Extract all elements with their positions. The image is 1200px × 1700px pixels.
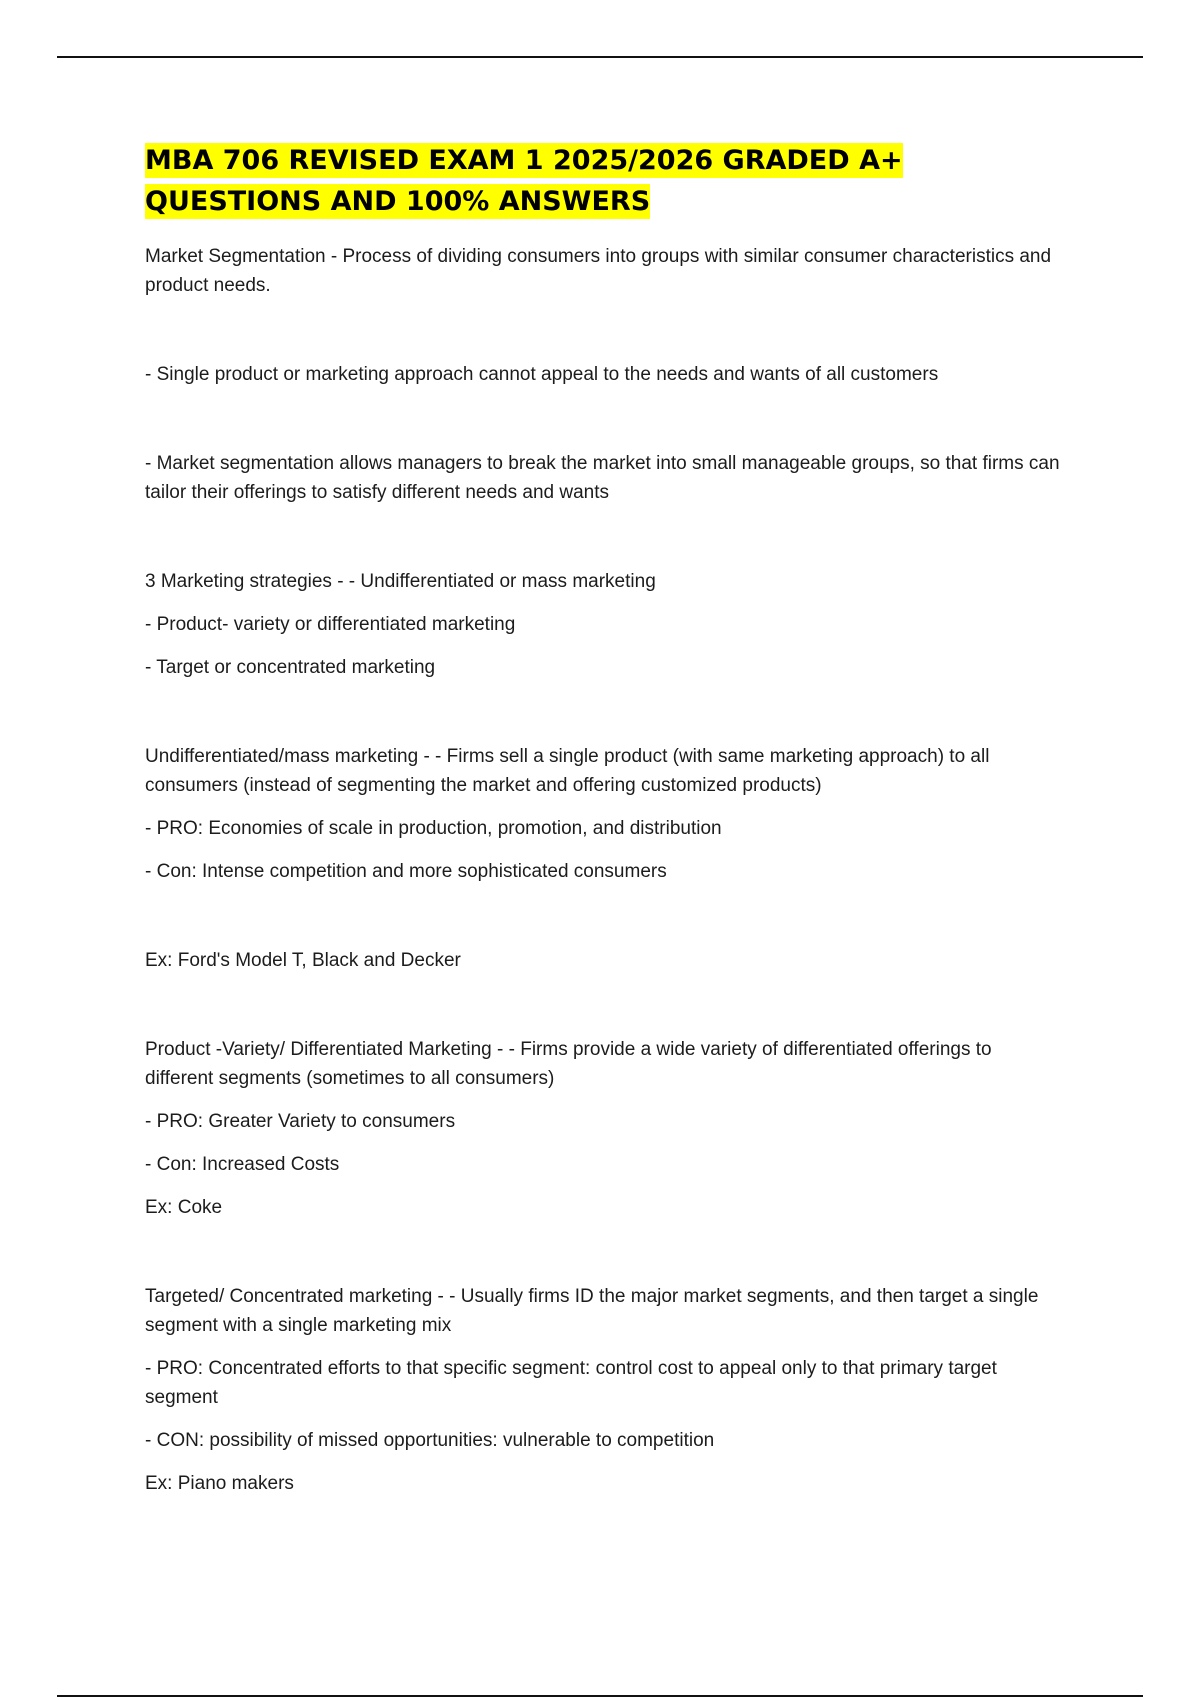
document-title-line-2: QUESTIONS AND 100% ANSWERS — [145, 186, 651, 217]
paragraph-targeted-example: Ex: Piano makers — [145, 1473, 294, 1494]
paragraph-single-product: - Single product or marketing approach cannot appeal to the needs and wants of all customers — [145, 364, 939, 385]
paragraph-targeted-pro: - PRO: Concentrated efforts to that specific segment: control cost to appeal only to that primary target segment — [145, 1358, 997, 1408]
document-title — [145, 140, 1065, 222]
paragraph-undifferentiated-con: - Con: Intense competition and more sophisticated consumers — [145, 861, 667, 882]
paragraph-undifferentiated-example: Ex: Ford's Model T, Black and Decker — [145, 950, 461, 971]
paragraph-undifferentiated: Undifferentiated/mass marketing - - Firms sell a single product (with same marketing approach) to all consumers (instead of segmenting the market and offering customized products) — [145, 746, 990, 796]
paragraph-differentiated-example: Ex: Coke — [145, 1197, 223, 1218]
paragraph-product-variety: - Product- variety or differentiated marketing — [145, 614, 516, 635]
paragraph-undifferentiated-pro: - PRO: Economies of scale in production, promotion, and distribution — [145, 818, 722, 839]
paragraph-differentiated-con: - Con: Increased Costs — [145, 1154, 340, 1175]
paragraph-market-segmentation: Market Segmentation - Process of dividing consumers into groups with similar consumer characteristics and product needs. — [145, 246, 1052, 296]
document-title-line-1: MBA 706 REVISED EXAM 1 2025/2026 GRADED A+ — [145, 145, 903, 176]
paragraph-differentiated: Product -Variety/ Differentiated Marketing - - Firms provide a wide variety of differentiated offerings to different segments (sometimes to all consumers) — [145, 1039, 992, 1089]
document-body — [145, 140, 1065, 1498]
top-rule — [57, 56, 1143, 58]
paragraph-marketing-strategies: 3 Marketing strategies - - Undifferentiated or mass marketing — [145, 571, 656, 592]
paragraph-target-marketing: - Target or concentrated marketing — [145, 657, 436, 678]
paragraph-targeted-con: - CON: possibility of missed opportunities: vulnerable to competition — [145, 1430, 715, 1451]
bottom-rule — [57, 1695, 1143, 1697]
paragraph-segmentation-allows: - Market segmentation allows managers to break the market into small manageable groups, so that firms can tailor their offerings to satisfy different needs and wants — [145, 453, 1060, 503]
paragraph-differentiated-pro: - PRO: Greater Variety to consumers — [145, 1111, 456, 1132]
paragraph-targeted: Targeted/ Concentrated marketing - - Usually firms ID the major market segments, and then target a single segment with a single marketing mix — [145, 1286, 1039, 1336]
